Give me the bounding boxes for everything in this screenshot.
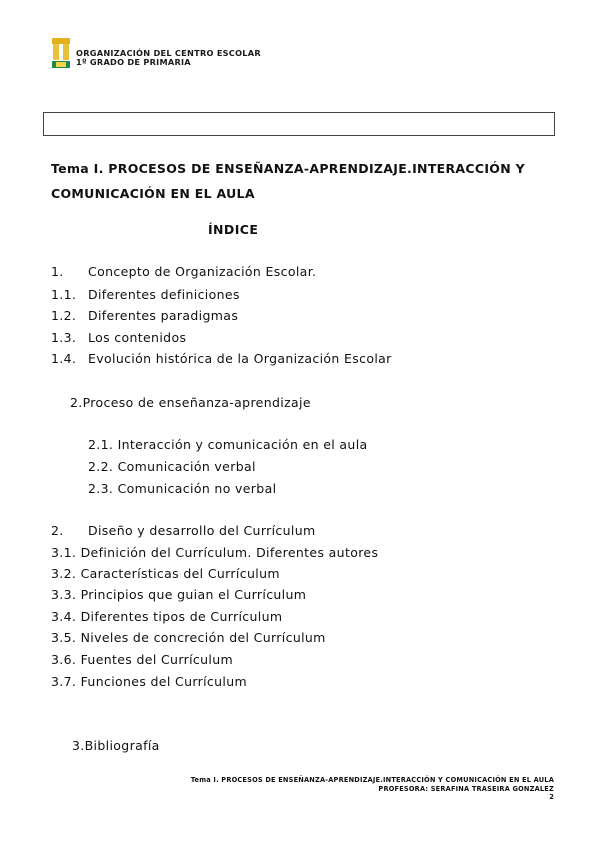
toc-item (51, 674, 247, 690)
page-number: 2 (549, 793, 554, 801)
toc-item-text: 3.3. Principios que guian el Currículum (51, 587, 307, 602)
header-course-title: ORGANIZACIÓN DEL CENTRO ESCOLAR (76, 48, 261, 58)
page-header (52, 38, 261, 70)
toc-item-text: 2.1. Interacción y comunicación en el aula (88, 437, 368, 452)
toc-item-text: 3.4. Diferentes tipos de Currículum (51, 609, 283, 624)
toc-item (51, 609, 282, 625)
toc-item (88, 459, 256, 475)
toc-item-text: 3.Bibliografía (72, 738, 160, 753)
toc-item (70, 395, 311, 411)
index-heading: ÍNDICE (208, 222, 259, 237)
toc-item-number: 1.2. (51, 308, 77, 323)
header-grade: 1º GRADO DE PRIMARIA (76, 57, 191, 67)
toc-item-text: 3.2. Características del Currículum (51, 566, 280, 581)
toc-item-number: 1.4. (51, 351, 77, 366)
toc-item (88, 481, 276, 497)
toc-item-number: 1. (51, 264, 64, 279)
toc-item-text: 2.Proceso de enseñanza-aprendizaje (70, 395, 311, 410)
toc-item-text: Diseño y desarrollo del Currículum (88, 523, 316, 538)
toc-item-text: Concepto de Organización Escolar. (88, 264, 317, 279)
footer-teacher: PROFESORA: SERAFINA TRASEIRA GONZALEZ (378, 784, 554, 793)
toc-item-text: Diferentes definiciones (88, 287, 240, 302)
toc-item (51, 308, 238, 324)
toc-item-text: 2.2. Comunicación verbal (88, 459, 256, 474)
document-title: Tema I. PROCESOS DE ENSEÑANZA-APRENDIZAJE.INTERACCIÓN Y COMUNICACIÓN EN EL AULA (51, 161, 525, 201)
toc-item-text: Evolución histórica de la Organización Escolar (88, 351, 392, 366)
toc-item (72, 738, 160, 754)
toc-item-text: Diferentes paradigmas (88, 308, 239, 323)
toc-item (88, 437, 368, 453)
toc-item (51, 523, 316, 539)
toc-item-text: 3.6. Fuentes del Currículum (51, 652, 234, 667)
toc-item-number: 2. (51, 523, 64, 538)
toc-item-text: Los contenidos (88, 330, 187, 345)
toc-item (51, 545, 378, 561)
toc-item (51, 652, 233, 668)
footer-title: Tema I. PROCESOS DE ENSEÑANZA-APRENDIZAJE.INTERACCIÓN Y COMUNICACIÓN EN EL AULA (190, 776, 554, 784)
page-footer (191, 776, 554, 802)
toc-item-number: 1.3. (51, 330, 77, 345)
toc-item-number: 1.1. (51, 287, 77, 302)
school-logo-icon (52, 38, 70, 68)
toc-item (51, 587, 306, 603)
toc-item (51, 287, 240, 303)
toc-item-text: 3.7. Funciones del Currículum (51, 674, 248, 689)
toc-item-text: 3.1. Definición del Currículum. Diferentes autores (51, 545, 379, 560)
header-text (76, 49, 261, 67)
toc-item (51, 566, 280, 582)
toc-item (51, 630, 326, 646)
toc-item (51, 351, 392, 367)
toc-item-text: 2.3. Comunicación no verbal (88, 481, 277, 496)
toc-item (51, 330, 186, 346)
empty-frame (43, 112, 555, 136)
toc-item-text: 3.5. Niveles de concreción del Currículum (51, 630, 326, 645)
toc-item (51, 264, 316, 280)
